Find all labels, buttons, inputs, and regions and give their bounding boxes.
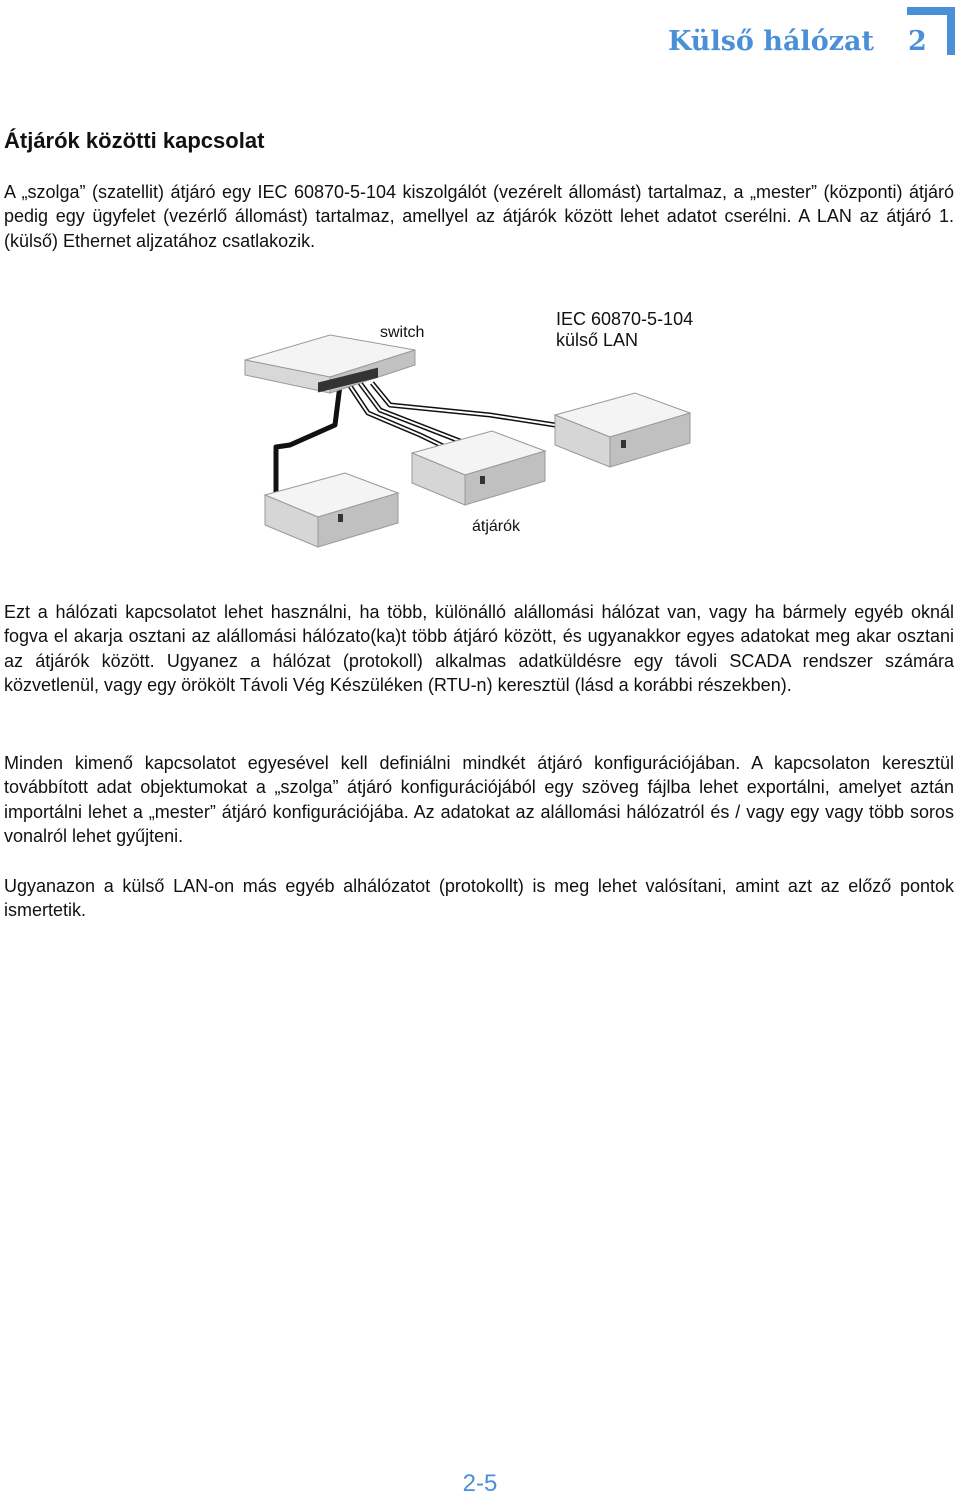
network-label-line2: külső LAN <box>556 330 639 350</box>
switch-label: switch <box>380 324 425 341</box>
gateway-device-right <box>555 393 690 467</box>
network-label-line1: IEC 60870-5-104 <box>556 309 694 329</box>
page-number: 2-5 <box>462 1470 498 1497</box>
paragraph-intro: A „szolga” (szatellit) átjáró egy IEC 60870-5-104 kiszolgálót (vezérelt állomást) tartalmaz, a „mester” (központi) átjáró pedig egy ügyfelet (vezérlő állomást) tartalmaz, amellyel az átjárók között lehet adatot cserélni. A LAN az átjáró 1. (külső) Ethernet aljzatához csatlakozik. <box>4 182 954 251</box>
gateway-device-left <box>265 473 398 547</box>
running-header-title: Külső hálózat <box>667 26 874 57</box>
paragraph-subnetworks: Ugyanazon a külső LAN-on más egyéb alhálózatot (protokollt) is meg lehet valósítani, amint azt az előző pontok ismertetik. <box>4 876 954 921</box>
section-title: Átjárók közötti kapcsolat <box>4 128 265 153</box>
running-header-chapter-number: 2 <box>908 26 927 57</box>
paragraph-configuration: Minden kimenő kapcsolatot egyesével kell definiálni mindkét átjáró konfigurációjában. A kapcsolaton keresztül továbbított adat objektumokat a „szolga” átjáró konfigurációjából egy szöveg fájlba lehet exportálni, amelyet aztán importálni lehet a „mester” átjáró konfigurációjába. Az adatokat az alállomási hálózatról és / vagy egy vagy több soros vonalról lehet gyűjteni. <box>4 753 954 846</box>
switch-device <box>245 335 415 393</box>
paragraph-usage: Ezt a hálózati kapcsolatot lehet használni, ha több, különálló alállomási hálózat van, vagy ha bármely egyéb oknál fogva el akarja osztani az alállomási hálózato(ka)t több átjáró között, és ugyanakkor egyes adatokat meg akar osztani az átjárók között. Ugyanez a hálózat (protokoll) alkalmas adatküldésre egy távoli SCADA rendszer számára közvetlenül, vagy egy örökölt Távoli Vég Készüléken (RTU-n) keresztül (lásd a korábbi részekben). <box>4 602 954 695</box>
gateways-label: átjárók <box>472 518 521 535</box>
network-diagram <box>240 295 720 555</box>
